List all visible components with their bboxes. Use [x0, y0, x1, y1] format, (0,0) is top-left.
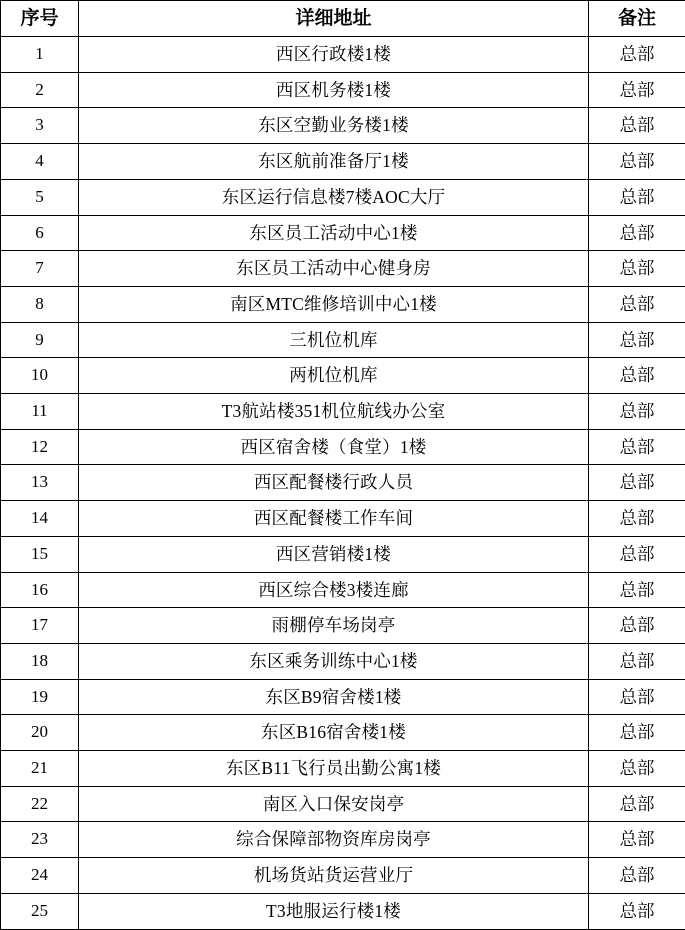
cell-address: 雨棚停车场岗亭: [79, 608, 589, 644]
cell-index: 10: [1, 358, 79, 394]
cell-address: 东区B16宿舍楼1楼: [79, 715, 589, 751]
cell-index: 21: [1, 751, 79, 787]
cell-note: 总部: [589, 643, 685, 679]
cell-index: 20: [1, 715, 79, 751]
table-row: [1, 215, 685, 251]
column-header-index: 序号: [1, 1, 79, 37]
cell-index: 14: [1, 501, 79, 537]
cell-address: 西区宿舍楼（食堂）1楼: [79, 429, 589, 465]
table-row: [1, 394, 685, 430]
table-row: [1, 322, 685, 358]
column-header-address: 详细地址: [79, 1, 589, 37]
cell-address: 东区航前准备厅1楼: [79, 144, 589, 180]
cell-note: 总部: [589, 893, 685, 929]
cell-index: 5: [1, 179, 79, 215]
cell-index: 15: [1, 536, 79, 572]
cell-address: T3地服运行楼1楼: [79, 893, 589, 929]
table-row: [1, 715, 685, 751]
table-row: [1, 108, 685, 144]
table-row: [1, 251, 685, 287]
cell-index: 13: [1, 465, 79, 501]
table-row: [1, 822, 685, 858]
cell-note: 总部: [589, 429, 685, 465]
cell-address: 南区MTC维修培训中心1楼: [79, 286, 589, 322]
cell-note: 总部: [589, 465, 685, 501]
cell-address: 三机位机库: [79, 322, 589, 358]
table-header-row: [1, 1, 685, 37]
table-row: [1, 429, 685, 465]
cell-address: 东区乘务训练中心1楼: [79, 643, 589, 679]
cell-address: 西区营销楼1楼: [79, 536, 589, 572]
cell-index: 12: [1, 429, 79, 465]
cell-note: 总部: [589, 286, 685, 322]
cell-index: 1: [1, 37, 79, 73]
cell-index: 4: [1, 144, 79, 180]
table-row: [1, 144, 685, 180]
table-row: [1, 608, 685, 644]
cell-index: 7: [1, 251, 79, 287]
cell-address: 综合保障部物资库房岗亭: [79, 822, 589, 858]
cell-address: 西区综合楼3楼连廊: [79, 572, 589, 608]
table-row: [1, 501, 685, 537]
cell-index: 11: [1, 394, 79, 430]
cell-note: 总部: [589, 37, 685, 73]
cell-note: 总部: [589, 322, 685, 358]
table-row: [1, 72, 685, 108]
table-row: [1, 536, 685, 572]
table-row: [1, 465, 685, 501]
cell-note: 总部: [589, 108, 685, 144]
cell-note: 总部: [589, 251, 685, 287]
table-body: [1, 37, 685, 930]
table-row: [1, 643, 685, 679]
cell-note: 总部: [589, 501, 685, 537]
cell-address: 东区空勤业务楼1楼: [79, 108, 589, 144]
table-row: [1, 893, 685, 929]
cell-address: 西区机务楼1楼: [79, 72, 589, 108]
cell-note: 总部: [589, 679, 685, 715]
cell-address: 西区行政楼1楼: [79, 37, 589, 73]
cell-index: 24: [1, 858, 79, 894]
table-row: [1, 358, 685, 394]
cell-note: 总部: [589, 536, 685, 572]
table-header: [1, 1, 685, 37]
cell-index: 25: [1, 893, 79, 929]
cell-note: 总部: [589, 858, 685, 894]
cell-note: 总部: [589, 786, 685, 822]
cell-note: 总部: [589, 822, 685, 858]
cell-index: 9: [1, 322, 79, 358]
table-row: [1, 286, 685, 322]
cell-index: 6: [1, 215, 79, 251]
cell-note: 总部: [589, 72, 685, 108]
table-row: [1, 679, 685, 715]
table-row: [1, 751, 685, 787]
cell-address: 两机位机库: [79, 358, 589, 394]
cell-address: 东区员工活动中心健身房: [79, 251, 589, 287]
cell-note: 总部: [589, 715, 685, 751]
cell-index: 18: [1, 643, 79, 679]
cell-note: 总部: [589, 215, 685, 251]
cell-note: 总部: [589, 608, 685, 644]
table-row: [1, 572, 685, 608]
cell-note: 总部: [589, 751, 685, 787]
cell-address: T3航站楼351机位航线办公室: [79, 394, 589, 430]
cell-address: 西区配餐楼工作车间: [79, 501, 589, 537]
cell-note: 总部: [589, 572, 685, 608]
cell-address: 机场货站货运营业厅: [79, 858, 589, 894]
column-header-note: 备注: [589, 1, 685, 37]
cell-index: 22: [1, 786, 79, 822]
cell-index: 19: [1, 679, 79, 715]
table-row: [1, 858, 685, 894]
table-row: [1, 179, 685, 215]
cell-note: 总部: [589, 394, 685, 430]
cell-address: 东区B11飞行员出勤公寓1楼: [79, 751, 589, 787]
cell-index: 8: [1, 286, 79, 322]
cell-note: 总部: [589, 358, 685, 394]
cell-index: 3: [1, 108, 79, 144]
cell-address: 东区员工活动中心1楼: [79, 215, 589, 251]
cell-address: 东区运行信息楼7楼AOC大厅: [79, 179, 589, 215]
cell-address: 南区入口保安岗亭: [79, 786, 589, 822]
table-row: [1, 786, 685, 822]
cell-address: 西区配餐楼行政人员: [79, 465, 589, 501]
cell-note: 总部: [589, 179, 685, 215]
cell-address: 东区B9宿舍楼1楼: [79, 679, 589, 715]
cell-note: 总部: [589, 144, 685, 180]
table-row: [1, 37, 685, 73]
cell-index: 17: [1, 608, 79, 644]
cell-index: 16: [1, 572, 79, 608]
cell-index: 23: [1, 822, 79, 858]
cell-index: 2: [1, 72, 79, 108]
